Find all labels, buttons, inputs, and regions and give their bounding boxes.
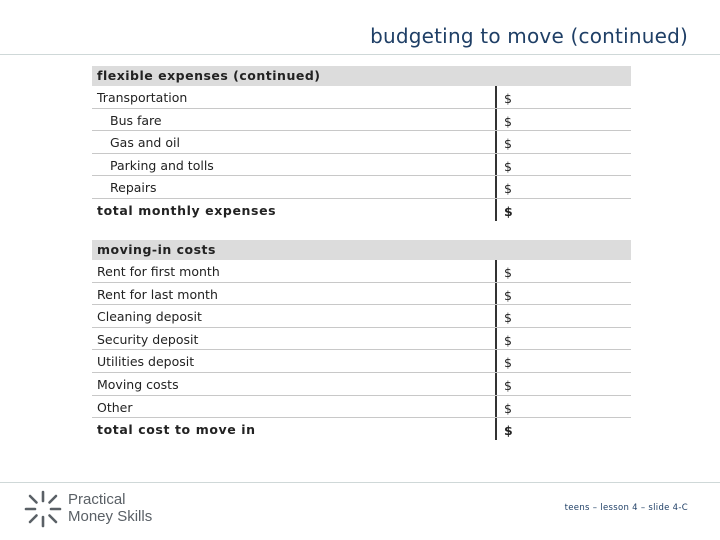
amount-cell (495, 131, 631, 153)
amount-cell (495, 260, 631, 282)
amount-cell (495, 176, 631, 198)
table-row (92, 176, 631, 199)
row-label: Security deposit (97, 331, 199, 347)
amount-value: $ (504, 136, 512, 152)
amount-value: $ (504, 113, 512, 129)
moving-in-costs-table (92, 240, 631, 440)
table-header: flexible expenses (continued) (92, 66, 631, 86)
amount-cell (495, 86, 631, 108)
total-row (92, 199, 631, 221)
table-row (92, 396, 631, 419)
logo-line-2: Money Skills (68, 508, 153, 525)
logo-text (68, 491, 152, 525)
amount-cell (495, 283, 631, 305)
flexible-expenses-table (92, 66, 631, 221)
table-row (92, 283, 631, 306)
slide-title: budgeting to move (continued) (370, 24, 688, 48)
practical-money-skills-logo (24, 488, 164, 528)
row-label: Gas and oil (110, 135, 180, 151)
row-label: Moving costs (97, 376, 179, 392)
amount-cell (495, 305, 631, 327)
table-row (92, 350, 631, 373)
amount-value: $ (504, 91, 512, 106)
table-row (92, 373, 631, 396)
total-label: total monthly expenses (97, 202, 277, 218)
total-label: total cost to move in (97, 422, 256, 438)
table-row (92, 154, 631, 177)
row-label: Transportation (97, 90, 188, 105)
row-label: Repairs (110, 180, 157, 196)
amount-cell (495, 109, 631, 131)
amount-cell (495, 418, 631, 440)
table-row (92, 131, 631, 154)
amount-value: $ (504, 355, 512, 371)
amount-cell (495, 199, 631, 221)
amount-cell (495, 350, 631, 372)
amount-cell (495, 328, 631, 350)
row-label: Cleaning deposit (97, 309, 202, 325)
row-label: Rent for first month (97, 264, 220, 279)
table-row (92, 328, 631, 351)
row-label: Other (97, 399, 133, 415)
table-row (92, 305, 631, 328)
table-row (92, 260, 631, 283)
total-amount: $ (504, 423, 514, 439)
row-label: Rent for last month (97, 286, 218, 302)
row-label: Parking and tolls (110, 157, 214, 173)
total-amount: $ (504, 203, 514, 219)
sparkle-burst-icon (24, 490, 62, 528)
amount-value: $ (504, 181, 512, 197)
amount-value: $ (504, 377, 512, 393)
table-header: moving-in costs (92, 240, 631, 260)
table-row (92, 86, 631, 109)
logo-line-1: Practical (68, 491, 126, 508)
slide-footer: teens – lesson 4 – slide 4-C (564, 503, 688, 513)
amount-value: $ (504, 310, 512, 326)
row-label: Utilities deposit (97, 354, 195, 370)
amount-value: $ (504, 158, 512, 174)
amount-value: $ (504, 265, 512, 280)
amount-cell (495, 373, 631, 395)
title-divider (0, 54, 720, 55)
table-row (92, 109, 631, 132)
total-row (92, 418, 631, 440)
row-label: Bus fare (110, 112, 162, 128)
footer-divider (0, 482, 720, 483)
amount-value: $ (504, 332, 512, 348)
amount-value: $ (504, 400, 512, 416)
amount-value: $ (504, 287, 512, 303)
amount-cell (495, 396, 631, 418)
amount-cell (495, 154, 631, 176)
